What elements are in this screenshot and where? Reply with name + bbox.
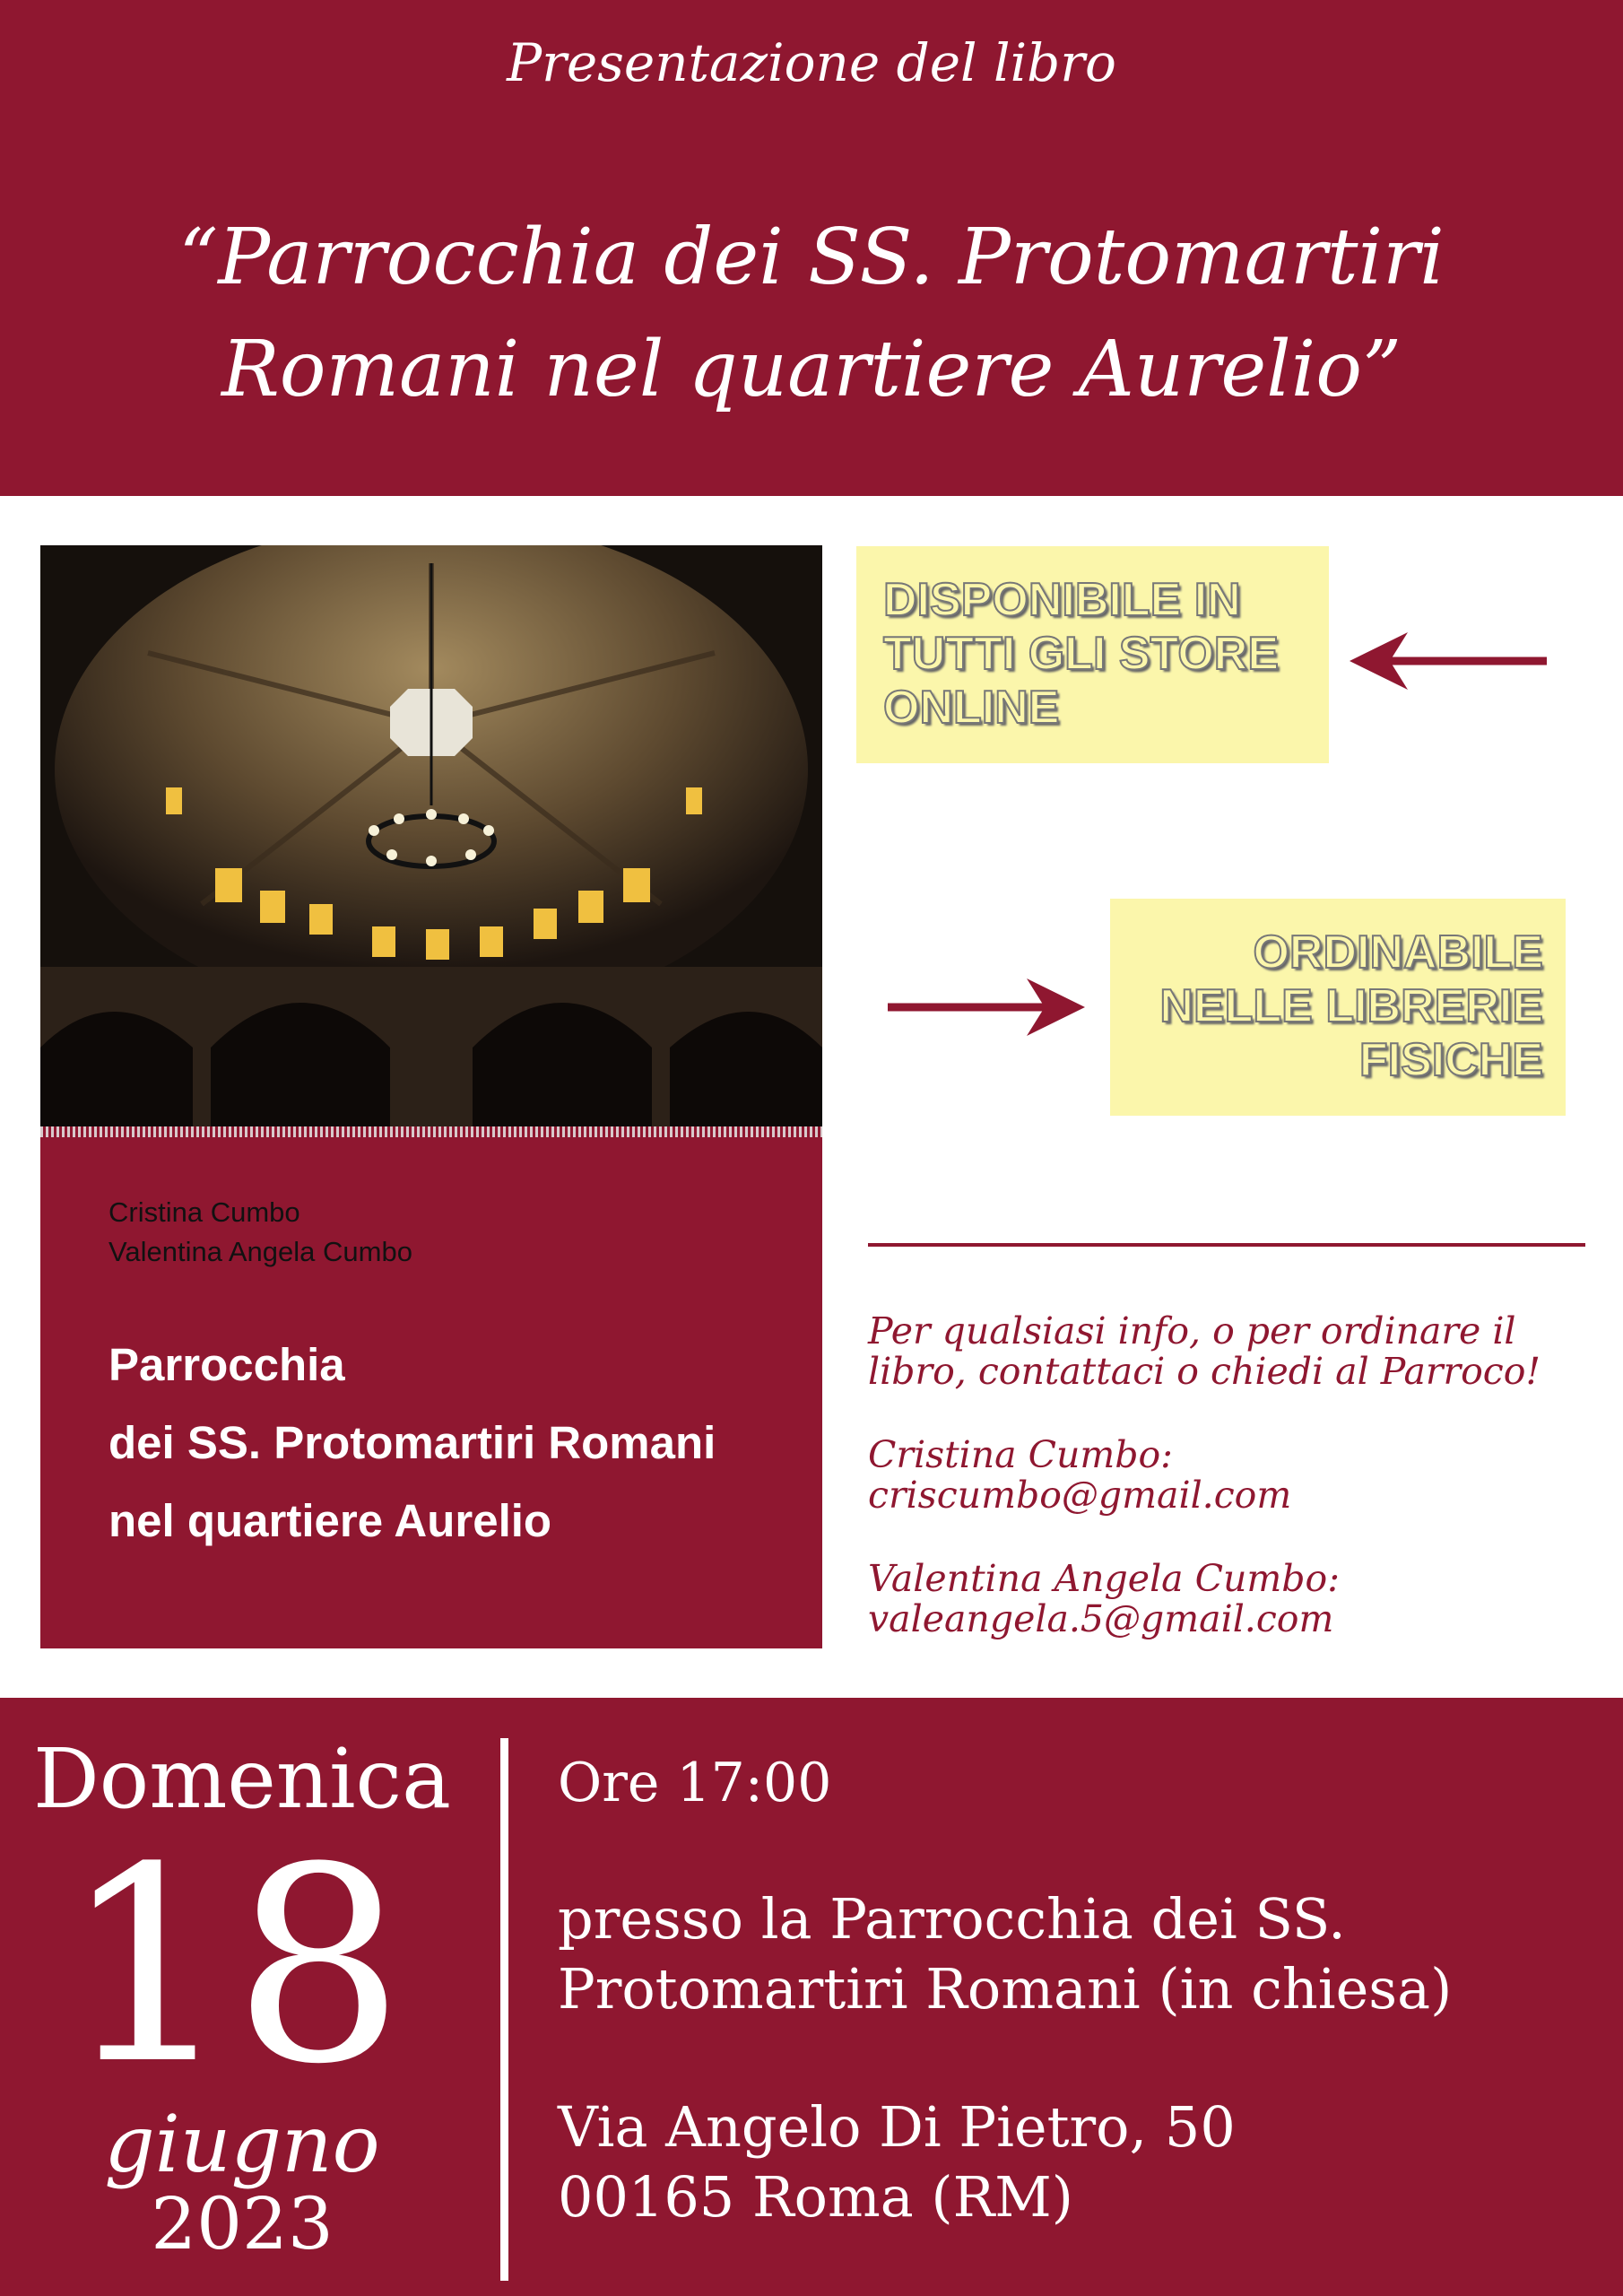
event-footer xyxy=(0,1698,1623,2296)
bookstore-order-box xyxy=(1110,899,1566,1116)
cover-authors xyxy=(108,1193,412,1272)
footer-separator xyxy=(500,1738,508,2281)
event-month: giugno xyxy=(104,2098,380,2190)
cover-title xyxy=(108,1326,716,1560)
book-cover xyxy=(40,1137,822,1648)
event-address xyxy=(558,2092,1236,2232)
online-availability-text: DISPONIBILE IN TUTTI GLI STORE ONLINE xyxy=(883,574,1280,734)
subtitle: Presentazione del libro xyxy=(507,32,1116,93)
church-dome-photo xyxy=(40,545,822,1126)
divider xyxy=(868,1243,1585,1247)
contact-email[interactable]: valeangela.5@gmail.com xyxy=(868,1597,1334,1640)
cover-divider xyxy=(40,1126,822,1137)
event-year: 2023 xyxy=(151,2182,334,2266)
contact-name: Cristina Cumbo: xyxy=(868,1433,1173,1476)
event-time: Ore 17:00 xyxy=(558,1752,832,1814)
contact-email[interactable]: criscumbo@gmail.com xyxy=(868,1474,1292,1517)
event-address-line: 00165 Roma (RM) xyxy=(558,2164,1073,2230)
arrow-right-icon xyxy=(883,976,1089,1039)
event-day: 18 xyxy=(62,1810,404,2123)
cover-title-line: Parrocchia xyxy=(108,1339,345,1390)
contact-name: Valentina Angela Cumbo: xyxy=(868,1557,1341,1600)
header-banner xyxy=(0,0,1623,496)
bookstore-order-text: ORDINABILE NELLE LIBRERIE FISICHE xyxy=(1159,926,1543,1086)
cover-title-line: nel quartiere Aurelio xyxy=(108,1495,552,1546)
event-venue: presso la Parrocchia dei SS. Protomartiri Romani (in chiesa) xyxy=(558,1886,1453,2022)
contact-intro: Per qualsiasi info, o per ordinare il libro, contattaci o chiedi al Parroco! xyxy=(868,1309,1541,1393)
cover-author: Valentina Angela Cumbo xyxy=(108,1236,412,1267)
arrow-left-icon xyxy=(1345,628,1551,691)
online-availability-box xyxy=(856,546,1329,763)
book-title-heading: “Parrocchia dei SS. Protomartiri Romani nel quartiere Aurelio” xyxy=(178,213,1445,414)
contact-info xyxy=(868,1311,1603,1683)
event-weekday: Domenica xyxy=(33,1731,451,1827)
event-address-line: Via Angelo Di Pietro, 50 xyxy=(558,2094,1236,2160)
cover-author: Cristina Cumbo xyxy=(108,1196,300,1228)
cover-title-line: dei SS. Protomartiri Romani xyxy=(108,1417,716,1468)
